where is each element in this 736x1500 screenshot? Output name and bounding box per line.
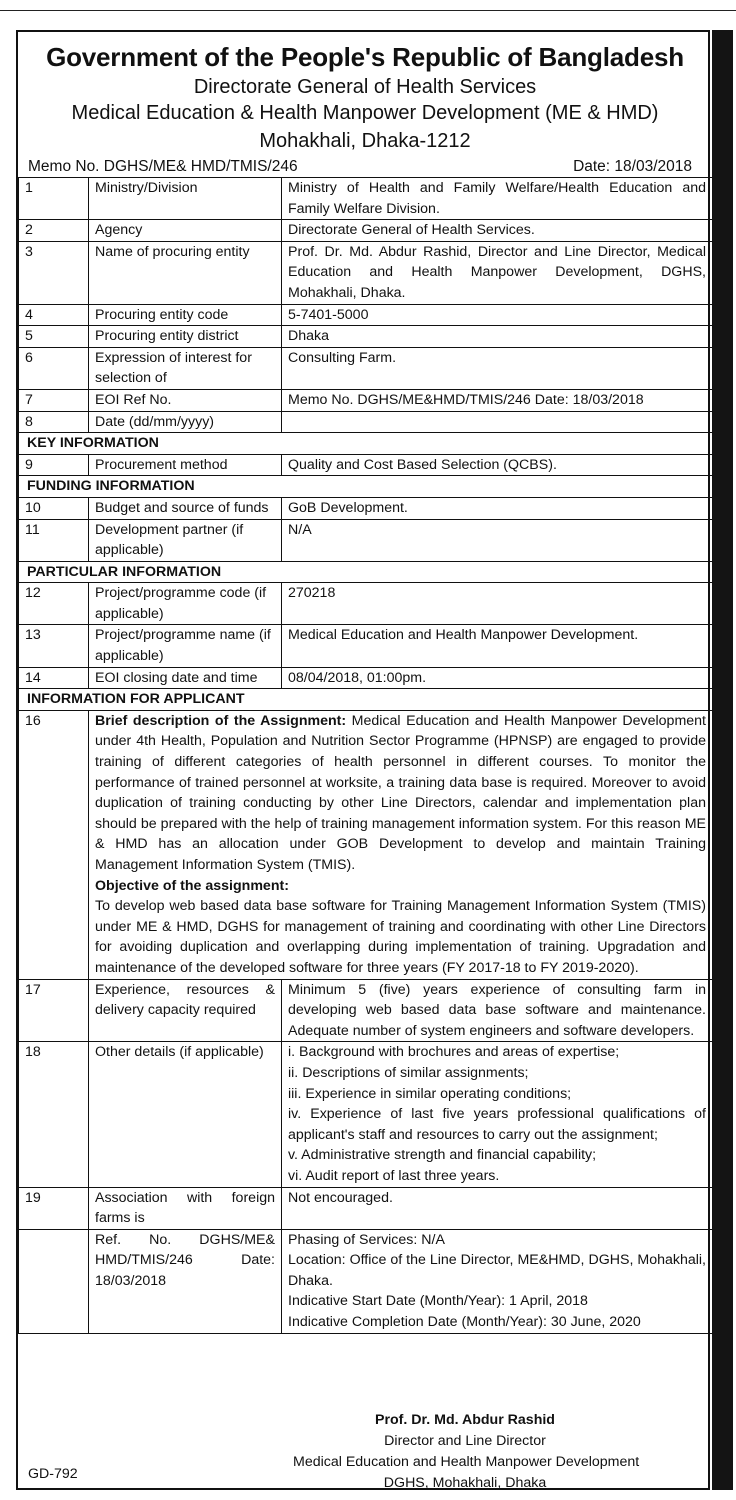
table-row — [19, 1229, 713, 1333]
row-value: Prof. Dr. Md. Abdur Rashid, Director and Line Director, Medical Education and Health Manpower Development, DGHS, Mohakhali, Dhaka. — [282, 241, 713, 304]
objective-text: To develop web based data base software for Training Management Information System (TMIS) under ME & HMD, DGHS for management of training and coordinating with other Line Directors for avoiding duplication and overlapping during implementation of training. Upgradation and maintenance of the developed software for three years (FY 2017-18 to FY 2019-2020). — [95, 898, 706, 976]
section-heading-row — [19, 476, 713, 498]
row-label: Name of procuring entity — [89, 241, 282, 304]
section-funding-information: FUNDING INFORMATION — [19, 476, 713, 498]
row-value: Consulting Farm. — [282, 347, 713, 389]
row-value: Medical Education and Health Manpower Development. — [282, 625, 713, 667]
signatory-organization: Medical Education and Health Manpower Development — [293, 1454, 640, 1470]
section-key-information: KEY INFORMATION — [19, 433, 713, 455]
row-label: Date (dd/mm/yyyy) — [89, 411, 282, 433]
section-heading-row — [19, 561, 713, 583]
objective-heading: Objective of the assignment: — [95, 877, 289, 894]
row-value: Ministry of Health and Family Welfare/Health Education and Family Welfare Division. — [282, 178, 713, 220]
row-number: 16 — [19, 710, 89, 979]
footer-code: GD-792 — [28, 1466, 78, 1482]
section-information-for-applicant: INFORMATION FOR APPLICANT — [19, 689, 713, 711]
row-number: 6 — [19, 347, 89, 389]
row-number: 17 — [19, 979, 89, 1042]
list-item: vi. Audit report of last three years. — [288, 1167, 500, 1184]
list-item: v. Administrative strength and financial capability; — [288, 1147, 597, 1164]
memo-number: Memo No. DGHS/ME& HMD/TMIS/246 — [28, 158, 298, 175]
list-item: ii. Descriptions of similar assignments; — [288, 1064, 529, 1081]
row-label: EOI closing date and time — [89, 667, 282, 689]
table-row — [19, 667, 713, 689]
table-row — [19, 178, 713, 220]
row-number: 7 — [19, 389, 89, 411]
row-label: Ministry/Division — [89, 178, 282, 220]
brief-description-text: Medical Education and Health Manpower Development under 4th Health, Population and Nutrition Sector Programme (HPNSP) are engaged to provide training of different categories of health personnel in different courses. To monitor the performance of trained personnel at worksite, a training data base is required. Moreover to avoid duplication of training conducting by other Line Directors, calendar and implementation plan should be prepared with the help of training management information system. For this reason ME & HMD has an allocation under GOB Development to develop and maintain Training Management Information System (TMIS). — [95, 712, 706, 873]
row-number: 4 — [19, 304, 89, 326]
row-label: Procuring entity district — [89, 326, 282, 348]
row-value: Quality and Cost Based Selection (QCBS). — [282, 454, 713, 476]
row-value — [282, 411, 713, 433]
top-rule — [0, 10, 736, 11]
address-line: Mohakhali, Dhaka-1212 — [259, 130, 471, 152]
row-number: 5 — [19, 326, 89, 348]
table-row — [19, 625, 713, 667]
row-label: Project/programme code (if applicable) — [89, 583, 282, 625]
department-line: Medical Education & Health Manpower Development (ME & HMD) — [71, 102, 659, 124]
table-row — [19, 497, 713, 519]
row-number: 18 — [19, 1042, 89, 1187]
eoi-table — [18, 177, 713, 1334]
start-date-text: Indicative Start Date (Month/Year): 1 April, 2018 — [288, 1293, 588, 1310]
row-label: Agency — [89, 220, 282, 242]
row-number: 9 — [19, 454, 89, 476]
row-number: 1 — [19, 178, 89, 220]
reference-label: Ref. No. DGHS/ME& HMD/TMIS/246 Date: 18/03/2018 — [89, 1229, 282, 1333]
row-label: Procurement method — [89, 454, 282, 476]
assignment-description — [89, 710, 713, 979]
row-value: Memo No. DGHS/ME&HMD/TMIS/246 Date: 18/03/2018 — [282, 389, 713, 411]
row-label: Development partner (if applicable) — [89, 519, 282, 561]
row-value: Directorate General of Health Services. — [282, 220, 713, 242]
row-label: Project/programme name (if applicable) — [89, 625, 282, 667]
table-row — [19, 304, 713, 326]
phasing-text: Phasing of Services: N/A — [288, 1231, 445, 1248]
row-number: 19 — [19, 1187, 89, 1229]
list-item: iii. Experience in similar operating conditions; — [288, 1085, 572, 1102]
signatory-address: DGHS, Mohakhali, Dhaka — [383, 1475, 547, 1491]
row-value: 5-7401-5000 — [282, 304, 713, 326]
right-edge-bar — [712, 30, 733, 1490]
row-label: Procuring entity code — [89, 304, 282, 326]
directorate-line: Directorate General of Health Services — [193, 76, 537, 98]
table-row — [19, 710, 713, 979]
government-title: Government of the People's Republic of Bangladesh — [46, 42, 684, 72]
row-value: GoB Development. — [282, 497, 713, 519]
row-number: 10 — [19, 497, 89, 519]
completion-date-text: Indicative Completion Date (Month/Year): 30 June, 2020 — [288, 1314, 641, 1331]
location-text: Location: Office of the Line Director, ME&HMD, DGHS, Mohakhali, Dhaka. — [288, 1252, 706, 1289]
row-number: 8 — [19, 411, 89, 433]
row-value: 270218 — [282, 583, 713, 625]
row-number: 12 — [19, 583, 89, 625]
row-label: Expression of interest for selection of — [89, 347, 282, 389]
row-label: EOI Ref No. — [89, 389, 282, 411]
row-label: Budget and source of funds — [89, 497, 282, 519]
other-details-list — [282, 1042, 713, 1187]
section-heading-row — [19, 433, 713, 455]
section-heading-row — [19, 689, 713, 711]
row-number: 11 — [19, 519, 89, 561]
table-row — [19, 411, 713, 433]
row-label: Association with foreign farms is — [89, 1187, 282, 1229]
memo-date: Date: 18/03/2018 — [573, 158, 692, 175]
table-row — [19, 519, 713, 561]
row-number — [19, 1229, 89, 1333]
table-row — [19, 347, 713, 389]
list-item: i. Background with brochures and areas of expertise; — [288, 1044, 620, 1061]
table-row — [19, 220, 713, 242]
row-value: Minimum 5 (five) years experience of consulting farm in developing web based data base software and maintenance. Adequate number of system engineers and software developers. — [282, 979, 713, 1042]
notice-frame — [16, 30, 710, 1490]
row-number: 2 — [19, 220, 89, 242]
table-row — [19, 241, 713, 304]
service-details — [282, 1229, 713, 1333]
row-number: 13 — [19, 625, 89, 667]
row-value: N/A — [282, 519, 713, 561]
table-row — [19, 979, 713, 1042]
row-number: 14 — [19, 667, 89, 689]
row-number: 3 — [19, 241, 89, 304]
table-row — [19, 326, 713, 348]
table-row — [19, 1042, 713, 1187]
signatory-name: Prof. Dr. Md. Abdur Rashid — [375, 1412, 555, 1428]
row-label: Experience, resources & delivery capacity required — [89, 979, 282, 1042]
table-row — [19, 389, 713, 411]
row-value: Not encouraged. — [282, 1187, 713, 1229]
row-value: 08/04/2018, 01:00pm. — [282, 667, 713, 689]
signatory-title: Director and Line Director — [384, 1433, 546, 1449]
table-row — [19, 583, 713, 625]
row-value: Dhaka — [282, 326, 713, 348]
table-row — [19, 454, 713, 476]
section-particular-information: PARTICULAR INFORMATION — [19, 561, 713, 583]
brief-description-heading: Brief description of the Assignment: — [95, 712, 347, 729]
row-label: Other details (if applicable) — [89, 1042, 282, 1187]
list-item: iv. Experience of last five years professional qualifications of applicant's staff and resources to carry out the assignment; — [288, 1106, 706, 1143]
table-row — [19, 1187, 713, 1229]
